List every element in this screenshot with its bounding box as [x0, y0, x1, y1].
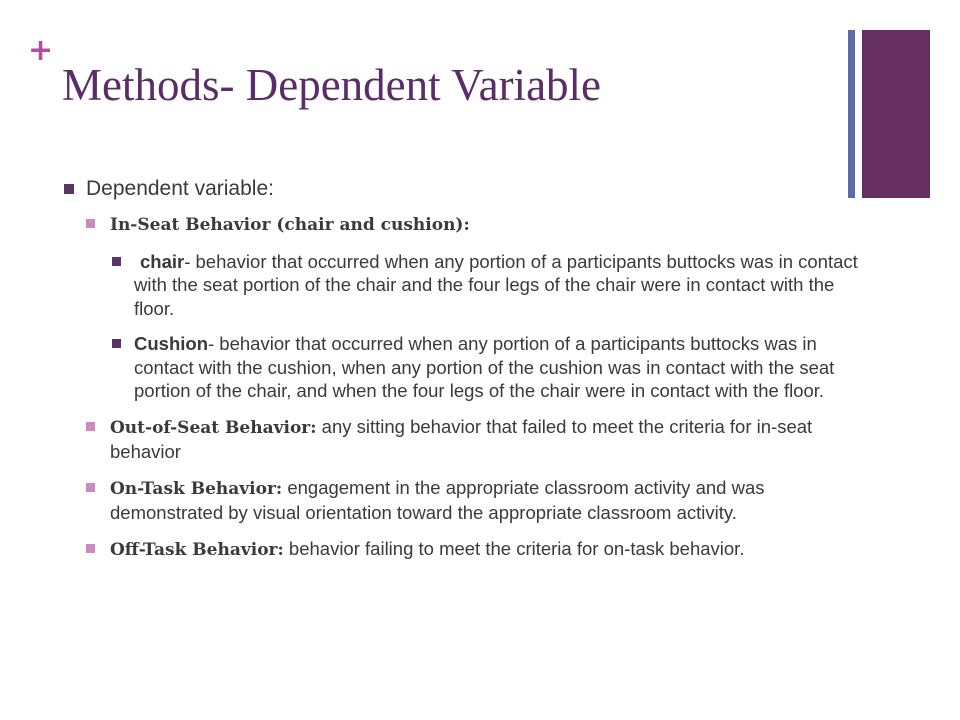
square-bullet-icon: [86, 219, 95, 228]
on-task-definition: engagement in the appropriate classroom activity and was demonstrated by visual orientation toward the appropriate classroom activity.: [110, 476, 765, 523]
cushion-definition: - behavior that occurred when any portion of a participants buttocks was in contact with the cushion, when any portion of the cushion was in contact with the seat portion of the chair, and when the four legs of the chair were in contact with the floor.: [134, 333, 835, 401]
bullet-on-task: [64, 476, 864, 525]
square-bullet-icon: [112, 257, 121, 266]
term-cushion: Cushion: [134, 333, 208, 354]
term-out-of-seat: Out-of-Seat Behavior:: [110, 417, 317, 438]
bullet-text: Dependent variable:: [86, 177, 274, 200]
term-in-seat: In-Seat Behavior (chair and cushion):: [110, 215, 470, 235]
term-off-task: Off-Task Behavior:: [110, 539, 284, 560]
square-bullet-icon: [86, 544, 95, 553]
bullet-in-seat: [64, 212, 864, 238]
bullet-out-of-seat: [64, 415, 864, 464]
square-bullet-icon: [86, 422, 95, 431]
square-bullet-icon: [112, 339, 121, 348]
slide-title: Methods- Dependent Variable: [62, 60, 602, 110]
off-task-definition: behavior failing to meet the criteria for on-task behavior.: [283, 537, 745, 559]
term-chair: chair: [140, 250, 185, 272]
accent-bar-thin: [848, 30, 855, 198]
plus-icon: +: [28, 33, 54, 68]
term-on-task: On-Task Behavior:: [110, 478, 283, 499]
accent-bar-wide: [862, 30, 930, 198]
bullet-off-task: [64, 537, 864, 563]
square-bullet-icon: [86, 483, 95, 492]
slide-content: [64, 175, 864, 574]
chair-definition: - behavior that occurred when any portion of a participants buttocks was in contact with the seat portion of the chair and the four legs of the chair were in contact with the floor.: [134, 250, 858, 319]
bullet-chair: [64, 250, 864, 321]
square-bullet-icon: [64, 184, 74, 194]
out-of-seat-definition: any sitting behavior that failed to meet the criteria for in-seat behavior: [110, 415, 813, 462]
bullet-list: [64, 175, 864, 562]
bullet-dependent-variable: [64, 175, 864, 202]
bullet-cushion: [64, 332, 864, 403]
